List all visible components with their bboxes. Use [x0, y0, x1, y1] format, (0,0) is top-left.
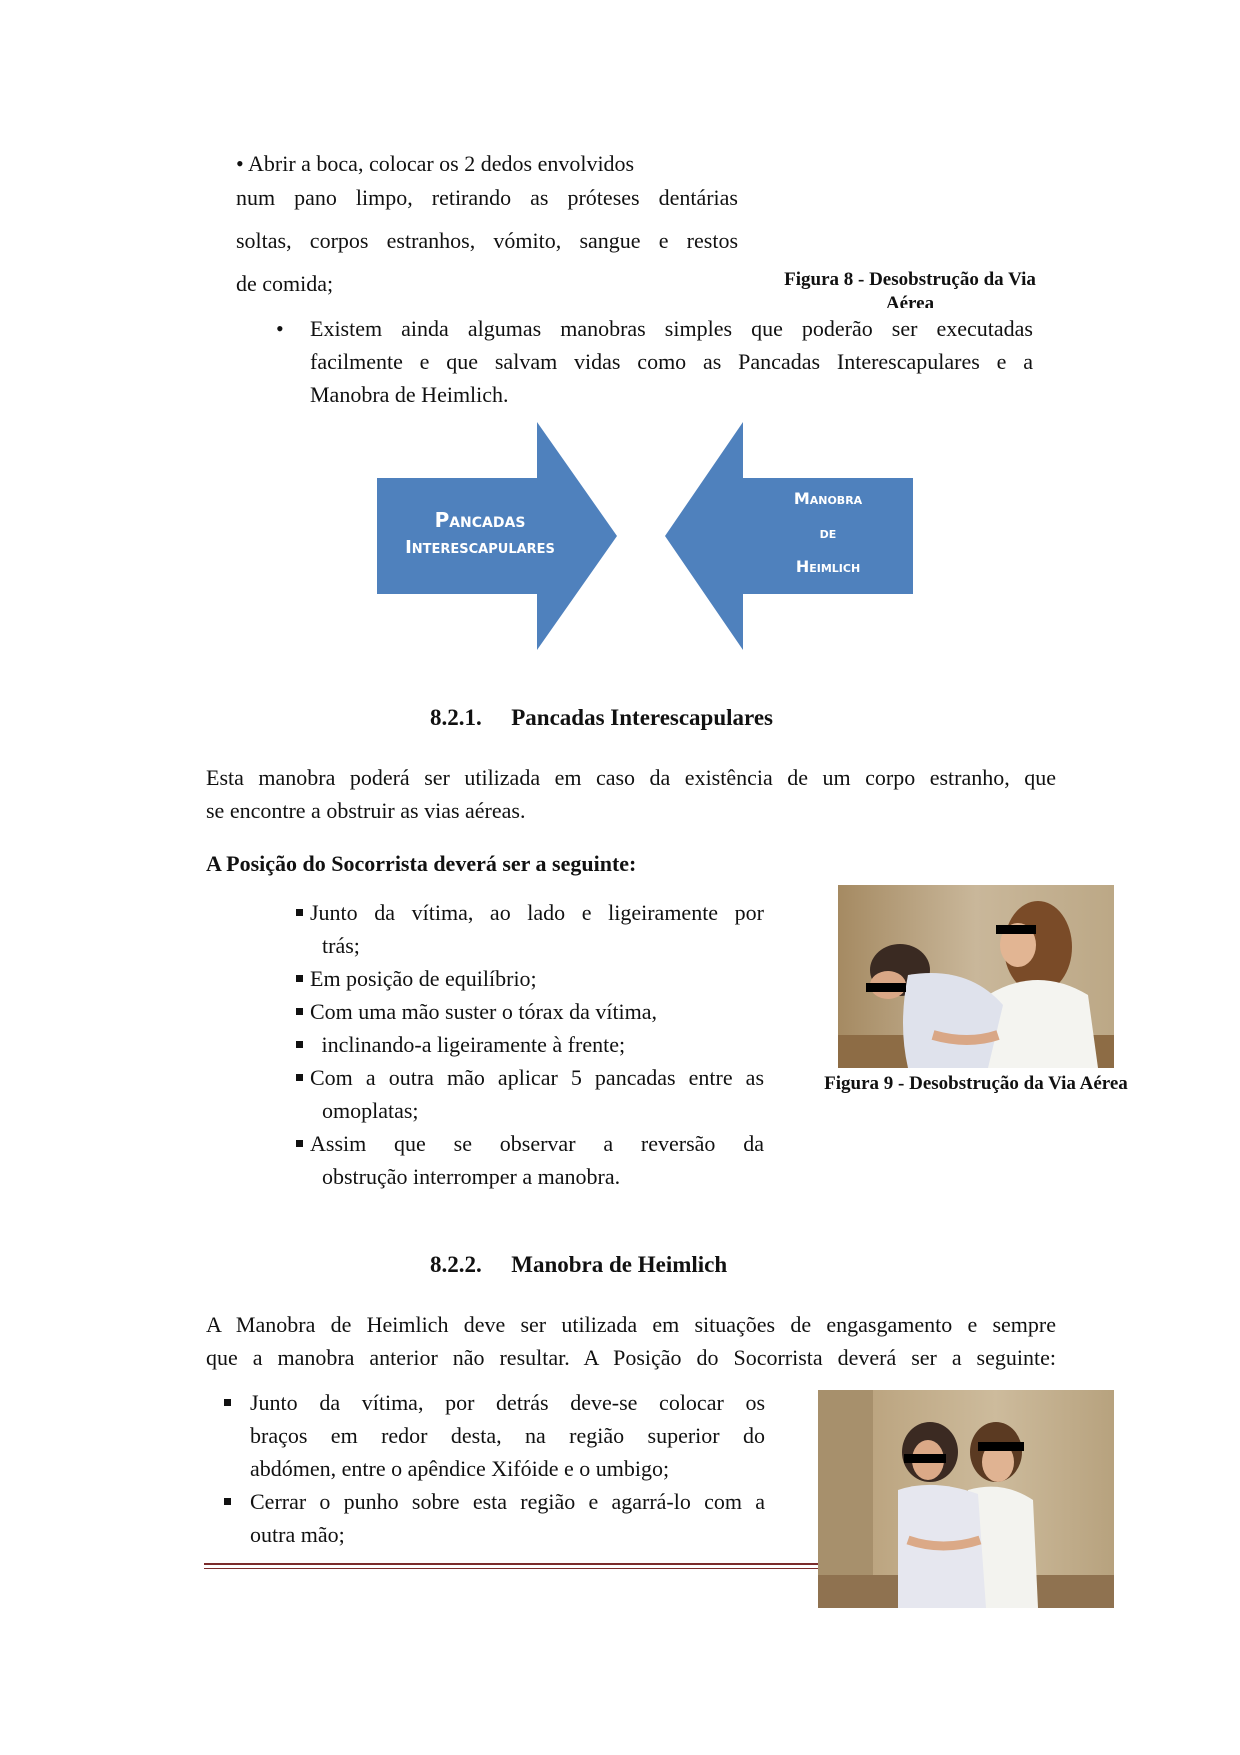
square-bullet-icon [296, 975, 303, 982]
list-item-text: Com a outra mão aplicar 5 pancadas entre as [310, 1065, 764, 1090]
section-821-para-line1: Esta manobra poderá ser utilizada em caso da existência de um corpo estranho, que [206, 765, 1056, 790]
list-item-text: outra mão; [250, 1522, 345, 1547]
section-821-subheading: A Posição do Socorrista deverá ser a seguinte: [206, 851, 637, 876]
intro-bullet-line4: de comida; [236, 271, 334, 296]
section-822-para-line2: que a manobra anterior não resultar. A Posição do Socorrista deverá ser a seguinte: [206, 1345, 1056, 1370]
footer-rule-thin [204, 1568, 820, 1569]
right-arrow-label-line1: Manobra [793, 489, 863, 508]
square-bullet-icon [224, 1399, 231, 1406]
list-item-text: Junto da vítima, ao lado e ligeiramente por [310, 900, 764, 925]
list-item-text: Com uma mão suster o tórax da vítima, [310, 999, 658, 1024]
list-item-text: inclinando-a ligeiramente à frente; [316, 1032, 626, 1057]
intro-bullet-line3: soltas, corpos estranhos, vómito, sangue e restos [236, 228, 738, 253]
figure9-caption: Figura 9 - Desobstrução da Via Aérea [824, 1073, 1128, 1094]
section-821-number: 8.2.1. [430, 705, 482, 730]
square-bullet-icon [296, 1008, 303, 1015]
right-arrow-label [743, 482, 913, 584]
section-822-para-line1: A Manobra de Heimlich deve ser utilizada em situações de engasgamento e sempre [206, 1312, 1056, 1337]
figure8-caption-line1: Figura 8 - Desobstrução da Via [784, 269, 1036, 290]
left-arrow-label [375, 506, 585, 562]
figure8-caption-line2: Aérea [885, 293, 935, 308]
list-item-text: Assim que se observar a reversão da [310, 1131, 764, 1156]
section-822-number: 8.2.2. [430, 1252, 482, 1277]
list-item-text: omoplatas; [322, 1098, 419, 1123]
left-arrow-label-line1: Pancadas [434, 508, 526, 532]
bullet2-line1: Existem ainda algumas manobras simples que poderão ser executadas [310, 316, 1033, 341]
bullet-dot-icon: • [236, 151, 244, 176]
list-item-text: trás; [322, 933, 360, 958]
list-item-text: Junto da vítima, por detrás deve-se colocar os [250, 1390, 765, 1415]
figure9-photo [838, 885, 1114, 1068]
square-bullet-icon [296, 1041, 303, 1048]
footer-rule [204, 1563, 820, 1565]
section-822-title: Manobra de Heimlich [511, 1252, 728, 1277]
list-item-text: obstrução interromper a manobra. [322, 1164, 621, 1189]
bullet-dot-icon: • [276, 316, 284, 341]
section-821-title: Pancadas Interescapulares [511, 705, 773, 730]
list-item-text: Em posição de equilíbrio; [310, 966, 537, 991]
bullet2-line3: Manobra de Heimlich. [310, 382, 509, 407]
square-bullet-icon [296, 909, 303, 916]
square-bullet-icon [296, 1140, 303, 1147]
list-item-text: braços em redor desta, na região superior do [250, 1423, 765, 1448]
right-arrow-label-line2: de [819, 523, 837, 542]
right-arrow-label-line3: Heimlich [795, 557, 861, 576]
list-item-text: abdómen, entre o apêndice Xifóide e o umbigo; [250, 1456, 670, 1481]
figure8-caption [760, 268, 1060, 308]
figure10-photo [818, 1390, 1114, 1608]
square-bullet-icon [296, 1074, 303, 1081]
intro-bullet [236, 148, 738, 180]
intro-bullet-line2: num pano limpo, retirando as próteses dentárias [236, 185, 738, 210]
section-821-heading [430, 705, 773, 731]
list-item-text: Cerrar o punho sobre esta região e agarrá-lo com a [250, 1489, 765, 1514]
left-arrow-label-line2: Interescapulares [405, 537, 555, 558]
square-bullet-icon [224, 1498, 231, 1505]
section-822-heading [430, 1252, 727, 1278]
intro-bullet-line1: Abrir a boca, colocar os 2 dedos envolvidos [248, 151, 635, 176]
converging-arrows-diagram [375, 420, 915, 652]
section-821-para-line2: se encontre a obstruir as vias aéreas. [206, 798, 526, 823]
bullet2-line2: facilmente e que salvam vidas como as Pancadas Interescapulares e a [310, 349, 1033, 374]
